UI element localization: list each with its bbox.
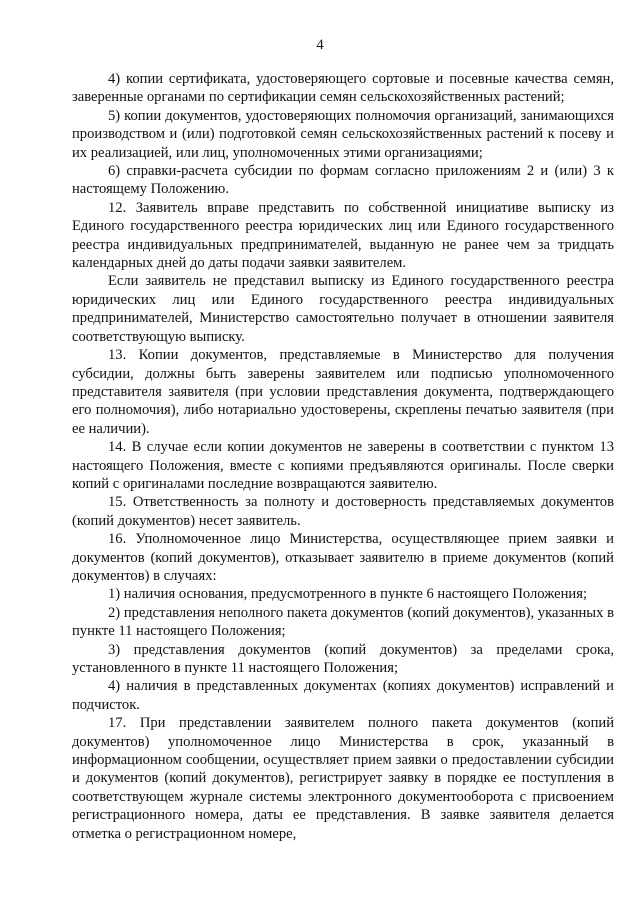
paragraph-item-6: 6) справки-расчета субсидии по формам согласно приложениям 2 и (или) 3 к настоящему Положению. (72, 163, 614, 198)
paragraph-clause-16-item-3: 3) представления документов (копий документов) за пределами срока, установленного в пункте 11 настоящего Положения; (72, 641, 614, 676)
paragraph-clause-14: 14. В случае если копии документов не заверены в соответствии с пунктом 13 настоящего Положения, вместе с копиями предъявляются оригиналы. После сверки копий с оригиналами последние возвращаются заявителю. (72, 439, 614, 492)
paragraph-clause-17: 17. При представлении заявителем полного пакета документов (копий документов) уполномоченное лицо Министерства в срок, указанный в информационном сообщении, осуществляет прием заявки о предоставлении субсидии и документов (копий документов), регистрирует заявку в порядке ее поступления в соответствующем журнале системы электронного документооборота с присвоением регистрационного номера, даты ее представления. В заявке заявителя делается отметка о регистрационном номере, (72, 715, 614, 842)
page-number: 4 (316, 37, 324, 53)
paragraph-clause-16: 16. Уполномоченное лицо Министерства, осуществляющее прием заявки и документов (копий документов), отказывает заявителю в приеме документов (копий документов) в случаях: (72, 531, 614, 584)
paragraph-clause-13: 13. Копии документов, представляемые в Министерство для получения субсидии, должны быть заверены заявителем или подписью уполномоченного представителя заявителя (при условии представления документа, подтверждающего его полномочия), либо нотариально удостоверены, скреплены печатью заявителя (при ее наличии). (72, 347, 614, 437)
paragraph-clause-15: 15. Ответственность за полноту и достоверность представляемых документов (копий документов) несет заявитель. (72, 494, 614, 529)
paragraph-item-4: 4) копии сертификата, удостоверяющего сортовые и посевные качества семян, заверенные органами по сертификации семян сельскохозяйственных растений; (72, 71, 614, 106)
paragraph-item-5: 5) копии документов, удостоверяющих полномочия организаций, занимающихся производством и (или) подготовкой семян сельскохозяйственных растений к посеву и их реализацией, или лиц, уполномоченных этими организациями; (72, 107, 614, 161)
paragraph-clause-12-continued: Если заявитель не представил выписку из Единого государственного реестра юридических лиц или Единого государственного реестра индивидуальных предпринимателей, Министерство самостоятельно получает в отношении заявителя соответствующую выписку. (72, 273, 614, 345)
paragraph-clause-16-item-1: 1) наличия основания, предусмотренного в пункте 6 настоящего Положения; (108, 586, 587, 603)
paragraph-clause-16-item-2: 2) представления неполного пакета документов (копий документов), указанных в пункте 11 настоящего Положения; (72, 604, 614, 640)
paragraph-clause-16-item-4: 4) наличия в представленных документах (копиях документов) исправлений и подчисток. (72, 678, 614, 713)
document-body (72, 70, 614, 843)
paragraph-clause-12: 12. Заявитель вправе представить по собственной инициативе выписку из Единого государственного реестра юридических лиц или Единого государственного реестра индивидуальных предпринимателей, выданную не ранее чем за тридцать календарных дней до даты подачи заявки заявителем. (72, 199, 614, 272)
